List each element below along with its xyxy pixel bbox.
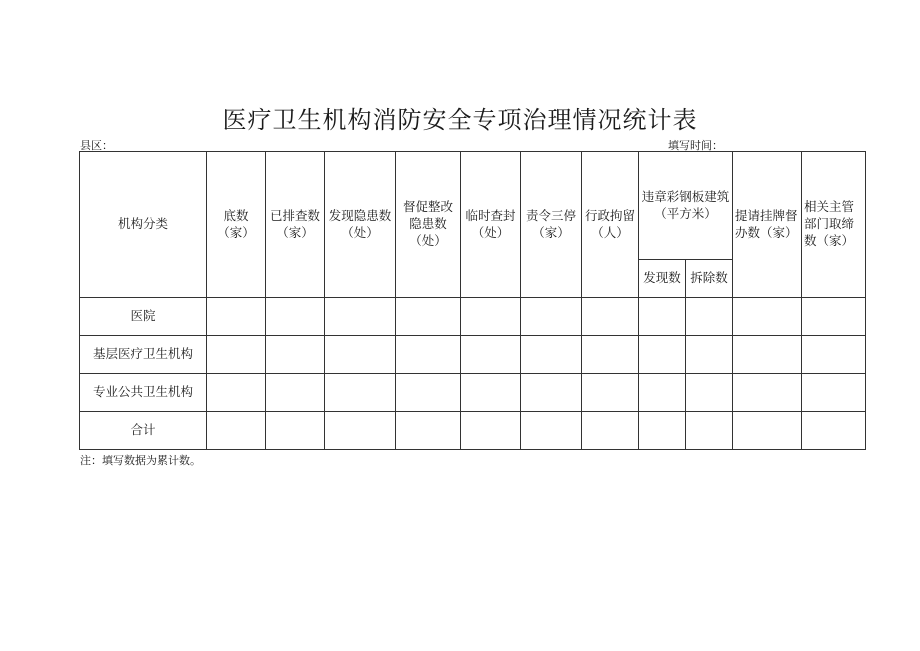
header-steel-line1: 违章彩钢板建筑 — [641, 188, 730, 204]
county-label: 县区： — [80, 139, 113, 152]
row-label-hospital: 医院 — [80, 298, 207, 336]
table-cell[interactable] — [461, 412, 521, 450]
header-base-count — [207, 152, 266, 298]
table-row — [80, 298, 866, 336]
table-cell[interactable] — [266, 412, 325, 450]
header-sealed-line2: （处） — [471, 224, 510, 240]
table-cell[interactable] — [266, 298, 325, 336]
table-cell[interactable] — [686, 412, 733, 450]
table-cell[interactable] — [733, 336, 802, 374]
table-cell[interactable] — [582, 336, 639, 374]
table-cell[interactable] — [325, 336, 396, 374]
header-administrative-detention — [582, 152, 639, 298]
header-detained-line2: （人） — [591, 224, 629, 240]
header-detained-line1: 行政拘留 — [584, 207, 635, 223]
header-found-line1: 发现隐患数 — [328, 207, 392, 223]
header-steel-removed: 拆除数 — [686, 260, 733, 298]
table-cell[interactable] — [733, 412, 802, 450]
header-ordered-stop — [521, 152, 582, 298]
table-cell[interactable] — [266, 374, 325, 412]
header-supervised-line3: （处） — [409, 232, 447, 248]
header-supervised-line2: 隐患数 — [409, 216, 447, 232]
table-cell[interactable] — [802, 336, 866, 374]
table-cell[interactable] — [582, 374, 639, 412]
table-cell[interactable] — [396, 374, 461, 412]
table-cell[interactable] — [396, 336, 461, 374]
footnote: 注：填写数据为累计数。 — [80, 454, 201, 467]
table-cell[interactable] — [802, 374, 866, 412]
header-category: 机构分类 — [80, 152, 207, 298]
table-cell[interactable] — [639, 374, 686, 412]
table-cell[interactable] — [207, 336, 266, 374]
table-cell[interactable] — [396, 412, 461, 450]
header-checked-line1: 已排查数 — [269, 207, 320, 223]
table-cell[interactable] — [325, 412, 396, 450]
header-supervised-hazards — [396, 152, 461, 298]
table-cell[interactable] — [686, 374, 733, 412]
row-label-total: 合计 — [80, 412, 207, 450]
header-base-line1: 底数 — [223, 207, 249, 223]
table-cell[interactable] — [207, 412, 266, 450]
table-cell[interactable] — [325, 298, 396, 336]
table-cell[interactable] — [582, 412, 639, 450]
table-cell[interactable] — [207, 374, 266, 412]
header-stopped-line2: （家） — [532, 224, 570, 240]
table-cell[interactable] — [461, 298, 521, 336]
header-listed-supervision: 提请挂牌督办数（家） — [733, 152, 802, 298]
table-cell[interactable] — [639, 298, 686, 336]
table-cell[interactable] — [733, 374, 802, 412]
table-row — [80, 374, 866, 412]
header-steel-line2: （平方米） — [654, 205, 717, 221]
statistics-table — [79, 151, 866, 450]
header-sealed-line1: 临时查封 — [465, 207, 516, 223]
table-cell[interactable] — [582, 298, 639, 336]
header-base-line2: （家） — [217, 224, 255, 240]
table-cell[interactable] — [639, 412, 686, 450]
header-illegal-steel-buildings — [639, 152, 733, 260]
fill-time-label: 填写时间： — [668, 139, 723, 152]
table-row — [80, 412, 866, 450]
header-shutdown-count: 相关主管部门取缔数（家） — [802, 152, 866, 298]
table-cell[interactable] — [325, 374, 396, 412]
table-cell[interactable] — [686, 298, 733, 336]
table-cell[interactable] — [461, 374, 521, 412]
header-found-hazards — [325, 152, 396, 298]
table-cell[interactable] — [521, 412, 582, 450]
header-steel-found: 发现数 — [639, 260, 686, 298]
header-stopped-line1: 责令三停 — [525, 207, 576, 223]
row-label-primary-care: 基层医疗卫生机构 — [80, 336, 207, 374]
table-cell[interactable] — [461, 336, 521, 374]
table-cell[interactable] — [802, 412, 866, 450]
header-supervised-line1: 督促整改 — [402, 199, 453, 215]
header-found-line2: （处） — [341, 224, 379, 240]
table-cell[interactable] — [521, 336, 582, 374]
header-checked-line2: （家） — [276, 224, 314, 240]
table-cell[interactable] — [686, 336, 733, 374]
table-cell[interactable] — [802, 298, 866, 336]
page-title: 医疗卫生机构消防安全专项治理情况统计表 — [222, 106, 698, 134]
table-cell[interactable] — [396, 298, 461, 336]
table-cell[interactable] — [733, 298, 802, 336]
table-cell[interactable] — [639, 336, 686, 374]
table-cell[interactable] — [207, 298, 266, 336]
header-temporary-sealed — [461, 152, 521, 298]
table-row — [80, 336, 866, 374]
table-cell[interactable] — [521, 298, 582, 336]
table-cell[interactable] — [521, 374, 582, 412]
header-checked-count — [266, 152, 325, 298]
table-cell[interactable] — [266, 336, 325, 374]
row-label-public-health: 专业公共卫生机构 — [80, 374, 207, 412]
